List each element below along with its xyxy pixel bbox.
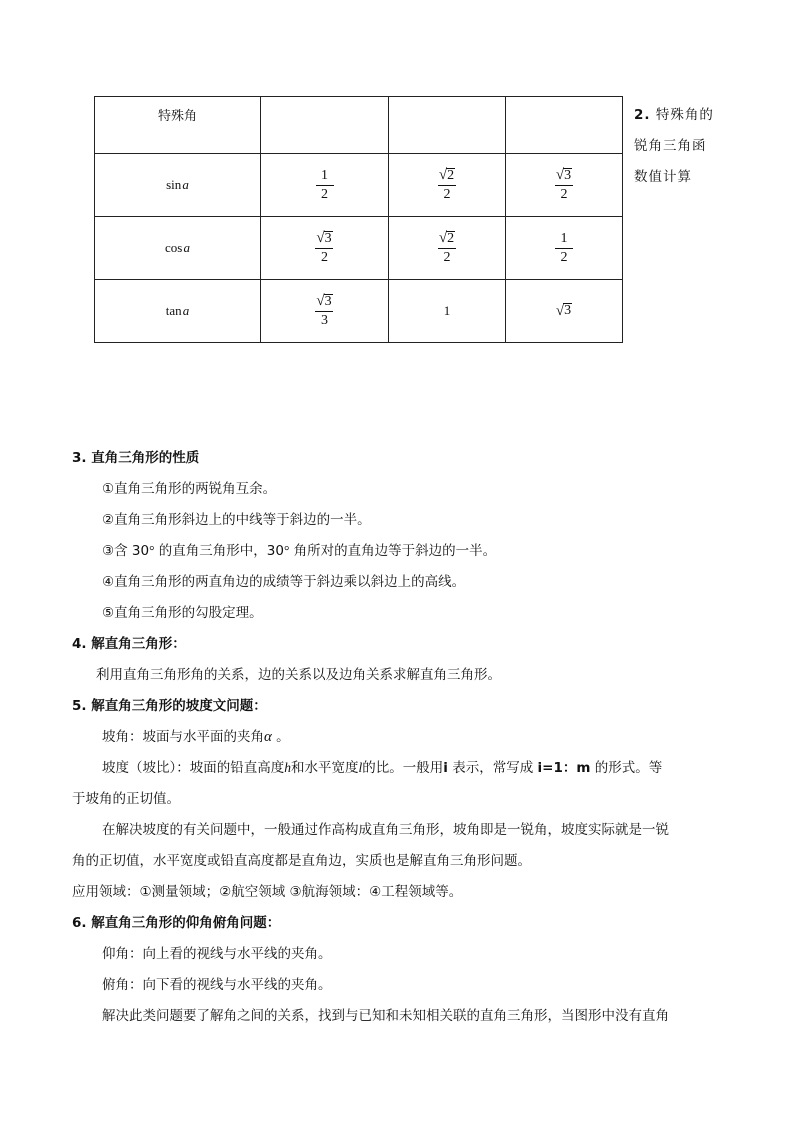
row-label-cos: cos a [95, 217, 261, 280]
header-angle-2 [389, 97, 506, 154]
header-corner-cell: 特殊角 [95, 97, 261, 154]
section-3-item-2: ②直角三角形斜边上的中线等于斜边的一半。 [102, 512, 371, 528]
section-4-paragraph: 利用直角三角形角的关系，边的关系以及边角关系求解直角三角形。 [96, 667, 501, 683]
header-angle-1 [261, 97, 389, 154]
cos-value-3: $\frac{1}{2}$ [506, 217, 623, 280]
sin-value-1: $\frac{1}{2}$ [261, 154, 389, 217]
section-5-slope-angle: 坡角：坡面与水平面的夹角α 。 [102, 729, 290, 745]
section-5-application-fields: 应用领域：①测量领域；②航空领域 ③航海领域：④工程领域等。 [72, 884, 463, 900]
section-5-title: 5. 解直角三角形的坡度文问题： [72, 698, 267, 714]
row-label-sin: sin a [95, 154, 261, 217]
tan-value-1: √ 3 3 [261, 280, 389, 343]
sin-value-2: √ 2 2 [389, 154, 506, 217]
section-6-paragraph: 解决此类问题要了解角之间的关系，找到与已知和未知相关联的直角三角形，当图形中没有直角 [102, 1008, 669, 1024]
section-3-item-5: ⑤直角三角形的勾股定理。 [102, 605, 263, 621]
cos-value-2: √ 2 2 [389, 217, 506, 280]
trig-values-table [94, 96, 623, 343]
cos-value-1: √ 3 2 [261, 217, 389, 280]
section-3-item-4: ④直角三角形的两直角边的成绩等于斜边乘以斜边上的高线。 [102, 574, 466, 590]
tan-value-3: √ 3 [506, 280, 623, 343]
table-row-cos [95, 217, 623, 280]
row-label-tan: tan a [95, 280, 261, 343]
table-row-sin [95, 154, 623, 217]
section-5-paragraph-2: 角的正切值，水平宽度或铅直高度都是直角边，实质也是解直角三角形问题。 [72, 853, 531, 869]
tan-value-2: 1 [389, 280, 506, 343]
side-note: 2. 特殊角的 锐角三角函 数值计算 [634, 107, 714, 185]
header-angle-3 [506, 97, 623, 154]
section-5-paragraph-1: 在解决坡度的有关问题中，一般通过作高构成直角三角形，坡角即是一锐角，坡度实际就是一锐 [102, 822, 669, 838]
table-row-tan [95, 280, 623, 343]
section-4-title: 4. 解直角三角形： [72, 636, 186, 652]
section-3-item-1: ①直角三角形的两锐角互余。 [102, 481, 277, 497]
table-header-row [95, 97, 623, 154]
section-3-title: 3. 直角三角形的性质 [72, 450, 200, 466]
sin-value-3: √ 3 2 [506, 154, 623, 217]
section-6-elevation: 仰角：向上看的视线与水平线的夹角。 [102, 946, 332, 962]
section-6-depression: 俯角：向下看的视线与水平线的夹角。 [102, 977, 332, 993]
section-5-slope-ratio: 坡度（坡比）：坡面的铅直高度h和水平宽度l的比。一般用i 表示，常写成 i=1：m 的形式。等 [102, 760, 663, 776]
section-3-item-3: ③含 30° 的直角三角形中，30° 角所对的直角边等于斜边的一半。 [102, 543, 497, 559]
section-6-title: 6. 解直角三角形的仰角俯角问题： [72, 915, 281, 931]
section-5-slope-ratio-cont: 于坡角的正切值。 [72, 791, 180, 807]
